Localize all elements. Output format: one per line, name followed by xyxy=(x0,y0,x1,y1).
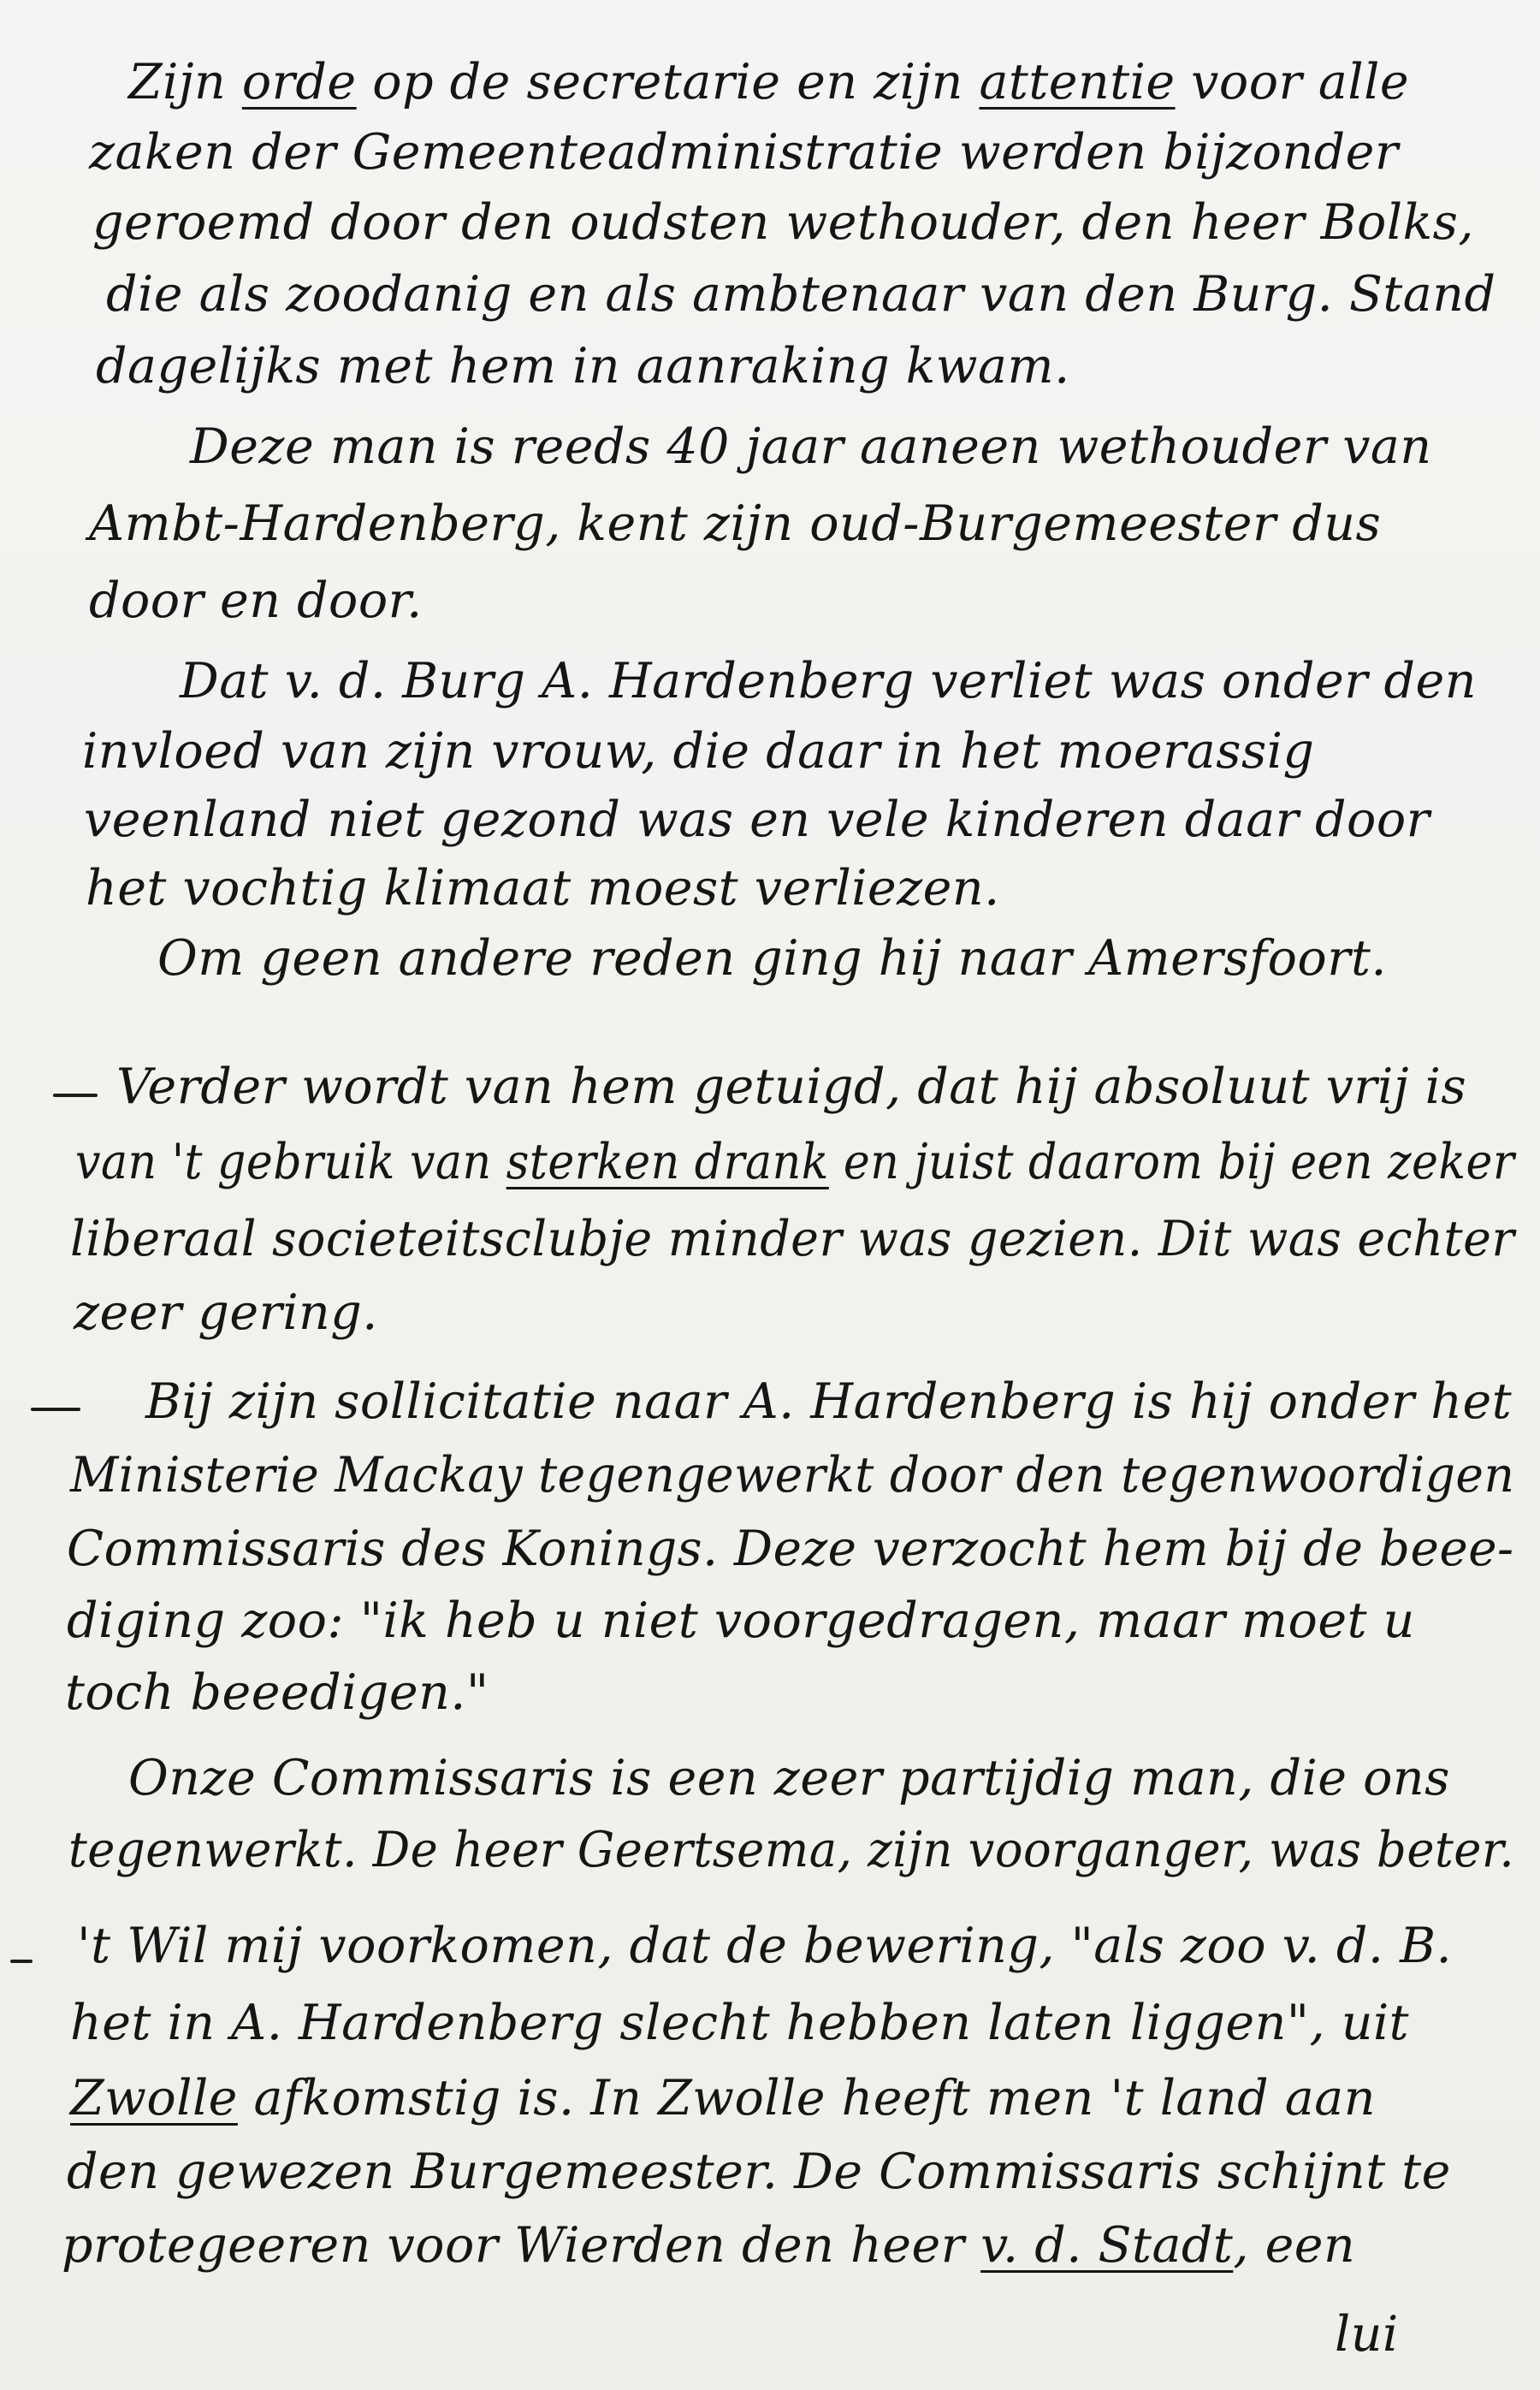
text-line xyxy=(67,1588,1415,1653)
text-segment: tegenwerkt. De heer Geertsema, zijn voorganger, was beter. xyxy=(68,1822,1515,1878)
text-line xyxy=(190,414,1432,479)
text-line xyxy=(106,262,1496,327)
text-line xyxy=(75,1130,1514,1195)
text-segment: Verder wordt van hem getuigd, dat hij absoluut vrij is xyxy=(116,1059,1467,1115)
underlined-text: Zwolle xyxy=(70,2070,238,2126)
text-line xyxy=(67,2139,1451,2204)
text-line xyxy=(180,649,1477,714)
text-line xyxy=(70,1990,1409,2055)
text-segment: geroemd door den oudsten wethouder, den heer Bolks, xyxy=(92,194,1474,251)
text-line xyxy=(89,568,423,633)
text-line xyxy=(70,1207,1514,1272)
text-segment: liberaal societeitsclubje minder was gezien. Dit was echter xyxy=(70,1211,1515,1267)
text-line xyxy=(157,926,1387,991)
text-line xyxy=(70,1443,1514,1508)
underlined-text: attentie xyxy=(979,54,1176,110)
text-segment: en juist daarom bij een zeker xyxy=(828,1134,1515,1190)
text-segment: Bij zijn sollicitatie naar A. Hardenberg is hij onder het xyxy=(145,1373,1513,1430)
text-segment: toch beeedigen." xyxy=(65,1664,489,1721)
text-segment: Dat v. d. Burg A. Hardenberg verliet was onder den xyxy=(180,653,1477,709)
text-segment: op de secretarie en zijn xyxy=(356,54,980,110)
text-line xyxy=(128,50,1409,115)
text-segment: door en door. xyxy=(89,572,423,629)
text-line xyxy=(70,2066,1376,2131)
text-line xyxy=(77,1913,1452,1978)
text-line xyxy=(67,1516,1514,1581)
text-line xyxy=(89,120,1399,185)
text-line xyxy=(89,491,1381,556)
text-line xyxy=(65,1660,489,1725)
text-line xyxy=(82,719,1315,784)
text-segment: het in A. Hardenberg slecht hebben laten liggen", uit xyxy=(70,1995,1410,2051)
text-segment: invloed van zijn vrouw, die daar in het moerassig xyxy=(82,723,1315,780)
text-segment: diging zoo: "ik heb u niet voorgedragen, maar moet u xyxy=(67,1592,1415,1649)
text-line xyxy=(92,190,1474,255)
text-line xyxy=(145,1369,1512,1434)
text-line xyxy=(74,1280,378,1345)
text-segment: Commissaris des Konings. Deze verzocht hem bij de beee- xyxy=(67,1521,1514,1577)
text-segment: zeer gering. xyxy=(74,1284,378,1341)
text-line xyxy=(62,2213,1355,2278)
text-segment: Onze Commissaris is een zeer partijdig man, die ons xyxy=(128,1750,1450,1806)
text-segment: 't Wil mij voorkomen, dat de bewering, "als zoo v. d. B. xyxy=(77,1918,1453,1974)
text-segment: veenland niet gezond was en vele kinderen daar door xyxy=(84,792,1430,848)
text-segment: , een xyxy=(1233,2217,1356,2274)
text-line xyxy=(86,856,1000,921)
text-segment: van 't gebruik van xyxy=(75,1134,506,1190)
text-segment: afkomstig is. In Zwolle heeft men 't land aan xyxy=(237,2070,1376,2126)
text-line xyxy=(116,1054,1466,1119)
text-segment: den gewezen Burgemeester. De Commissaris schijnt te xyxy=(67,2144,1451,2200)
text-line xyxy=(128,1746,1450,1811)
text-line xyxy=(96,334,1070,399)
text-segment: Ambt-Hardenberg, kent zijn oud-Burgemeester dus xyxy=(89,495,1382,552)
text-line xyxy=(1335,2302,1399,2367)
text-segment: protegeeren voor Wierden den heer xyxy=(62,2217,981,2274)
underlined-text: orde xyxy=(241,54,357,110)
text-segment: zaken der Gemeenteadministratie werden bijzonder xyxy=(89,124,1399,181)
text-segment: Ministerie Mackay tegengewerkt door den tegenwoordigen xyxy=(70,1447,1515,1503)
text-segment: dagelijks met hem in aanraking kwam. xyxy=(96,338,1070,394)
text-segment: Om geen andere reden ging hij naar Amersfoort. xyxy=(157,930,1387,987)
text-segment: die als zoodanig en als ambtenaar van den Burg. Stand xyxy=(106,266,1496,323)
text-segment: het vochtig klimaat moest verliezen. xyxy=(86,860,1000,916)
text-segment: Deze man is reeds 40 jaar aaneen wethouder van xyxy=(190,418,1432,475)
underlined-text: sterken drank xyxy=(506,1134,829,1190)
text-segment: voor alle xyxy=(1175,54,1410,110)
text-segment: Zijn xyxy=(128,54,242,110)
text-line xyxy=(84,787,1430,852)
text-segment: lui xyxy=(1335,2306,1399,2363)
text-line xyxy=(68,1818,1514,1883)
underlined-text: v. d. Stadt xyxy=(980,2217,1234,2274)
